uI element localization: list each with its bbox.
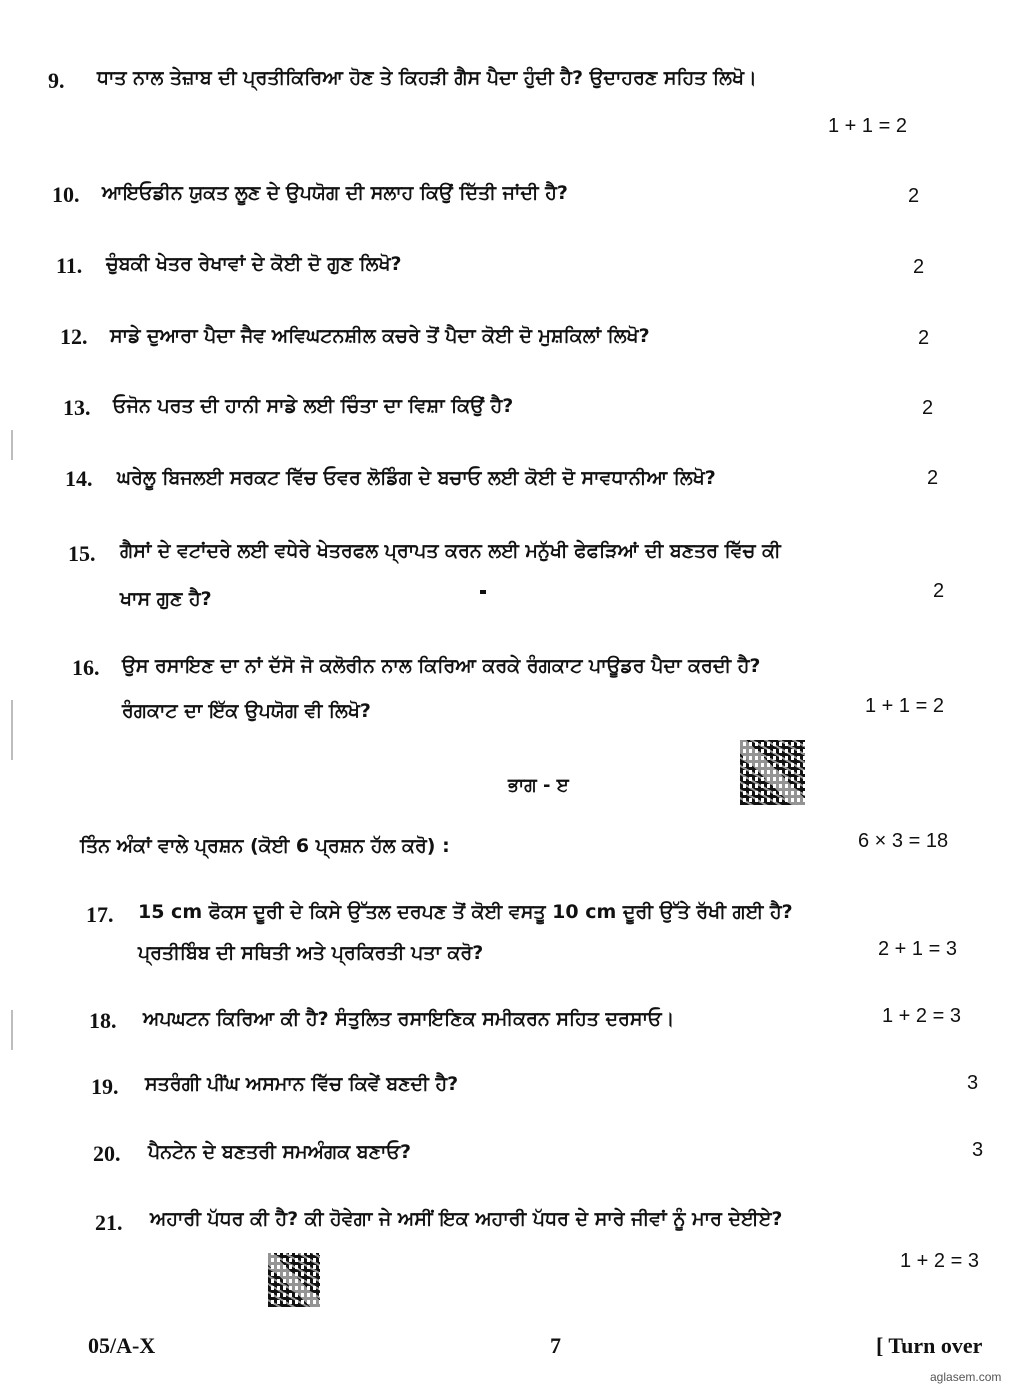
question-marks: 3 <box>972 1139 984 1161</box>
question-text: 15 cm ਫੋਕਸ ਦੂਰੀ ਦੇ ਕਿਸੇ ਉੱਤਲ ਦਰਪਣ ਤੋਂ ਕੋਈ ਵਸਤੂ 10 cm ਦੂਰੀ ਉੱਤੇ ਰੱਖੀ ਗਈ ਹੈ? <box>138 901 793 923</box>
question-number: 12. <box>60 324 88 349</box>
question-text-continued: ਰੰਗਕਾਟ ਦਾ ਇੱਕ ਉਪਯੋਗ ਵੀ ਲਿਖੋ? <box>122 700 371 722</box>
question-marks: 2 + 1 = 3 <box>878 938 957 960</box>
section-instruction: ਤਿੰਨ ਅੰਕਾਂ ਵਾਲੇ ਪ੍ਰਸ਼ਨ (ਕੋਈ 6 ਪ੍ਰਸ਼ਨ ਹੱਲ ਕਰੋ) : <box>80 835 450 857</box>
question-marks: 2 <box>922 397 934 419</box>
question-text: ਅਪਘਟਨ ਕਿਰਿਆ ਕੀ ਹੈ? ਸੰਤੁਲਿਤ ਰਸਾਇਣਿਕ ਸਮੀਕਰਨ ਸਹਿਤ ਦਰਸਾਓ। <box>143 1008 675 1030</box>
question-text: ਸਾਡੇ ਦੁਆਰਾ ਪੈਦਾ ਜੈਵ ਅਵਿਘਟਨਸ਼ੀਲ ਕਚਰੇ ਤੋਂ ਪੈਦਾ ਕੋਈ ਦੋ ਮੁਸ਼ਕਿਲਾਂ ਲਿਖੋ? <box>110 325 650 347</box>
question-number: 9. <box>48 68 65 93</box>
section-heading: ਭਾਗ - ੲ <box>508 775 569 796</box>
question-marks: 2 <box>927 467 939 489</box>
margin-mark <box>11 430 13 460</box>
question-number: 21. <box>95 1210 123 1235</box>
section-marks: 6 × 3 = 18 <box>858 830 949 852</box>
question-text: ਪੈਨਟੇਨ ਦੇ ਬਣਤਰੀ ਸਮਅੰਗਕ ਬਣਾਓ? <box>148 1141 412 1163</box>
margin-mark <box>11 1010 13 1050</box>
stray-dot <box>480 590 486 594</box>
question-number: 17. <box>86 902 114 927</box>
question-text: ਘਰੇਲੂ ਬਿਜਲਈ ਸਰਕਟ ਵਿੱਚ ਓਵਰ ਲੋਡਿੰਗ ਦੇ ਬਚਾਓ ਲਈ ਕੋਈ ਦੋ ਸਾਵਧਾਨੀਆ ਲਿਖੋ? <box>117 467 716 489</box>
qr-code <box>740 740 805 805</box>
question-marks: 1 + 1 = 2 <box>828 115 907 137</box>
question-marks: 2 <box>933 580 945 602</box>
question-number: 11. <box>56 253 83 278</box>
question-text: ਸਤਰੰਗੀ ਪੀਂਘ ਅਸਮਾਨ ਵਿੱਚ ਕਿਵੇਂ ਬਣਦੀ ਹੈ? <box>145 1073 459 1095</box>
question-text-continued: ਪ੍ਰਤੀਬਿੰਬ ਦੀ ਸਥਿਤੀ ਅਤੇ ਪ੍ਰਕਿਰਤੀ ਪਤਾ ਕਰੋ? <box>138 942 484 964</box>
question-number: 19. <box>91 1074 119 1099</box>
page-number: 7 <box>550 1333 561 1358</box>
question-text-continued: ਖਾਸ ਗੁਣ ਹੈ? <box>120 588 212 610</box>
question-marks: 2 <box>913 256 925 278</box>
question-number: 15. <box>68 541 96 566</box>
question-text: ਗੈਸਾਂ ਦੇ ਵਟਾਂਦਰੇ ਲਈ ਵਧੇਰੇ ਖੇਤਰਫਲ ਪ੍ਰਾਪਤ ਕਰਨ ਲਈ ਮਨੁੱਖੀ ਫੇਫੜਿਆਂ ਦੀ ਬਣਤਰ ਵਿੱਚ ਕੀ <box>120 540 781 562</box>
question-text: ਚੁੰਬਕੀ ਖੇਤਰ ਰੇਖਾਵਾਂ ਦੇ ਕੋਈ ਦੋ ਗੁਣ ਲਿਖੋ? <box>106 253 402 275</box>
question-text: ਧਾਤ ਨਾਲ ਤੇਜ਼ਾਬ ਦੀ ਪ੍ਰਤੀਕਿਰਿਆ ਹੋਣ ਤੇ ਕਿਹੜੀ ਗੈਸ ਪੈਦਾ ਹੁੰਦੀ ਹੈ? ਉਦਾਹਰਣ ਸਹਿਤ ਲਿਖੋ। <box>97 67 757 89</box>
question-marks: 3 <box>967 1072 979 1094</box>
question-text: ਅਹਾਰੀ ਪੱਧਰ ਕੀ ਹੈ? ਕੀ ਹੋਵੇਗਾ ਜੇ ਅਸੀਂ ਇਕ ਅਹਾਰੀ ਪੱਧਰ ਦੇ ਸਾਰੇ ਜੀਵਾਂ ਨੂੰ ਮਾਰ ਦੇਈਏ? <box>150 1208 783 1230</box>
question-number: 20. <box>93 1141 121 1166</box>
watermark: aglasem.com <box>930 1370 1002 1384</box>
question-marks: 1 + 2 = 3 <box>882 1005 961 1027</box>
question-text: ਓਜੋਨ ਪਰਤ ਦੀ ਹਾਨੀ ਸਾਡੇ ਲਈ ਚਿੰਤਾ ਦਾ ਵਿਸ਼ਾ ਕਿਉਂ ਹੈ? <box>113 395 514 417</box>
question-text: ਆਇਓਡੀਨ ਯੁਕਤ ਲੂਣ ਦੇ ਉਪਯੋਗ ਦੀ ਸਲਾਹ ਕਿਉਂ ਦਿੱਤੀ ਜਾਂਦੀ ਹੈ? <box>102 182 568 204</box>
margin-mark <box>11 700 13 760</box>
question-number: 14. <box>65 466 93 491</box>
question-marks: 1 + 1 = 2 <box>865 695 944 717</box>
question-text: ਉਸ ਰਸਾਇਣ ਦਾ ਨਾਂ ਦੱਸੋ ਜੋ ਕਲੋਰੀਨ ਨਾਲ ਕਿਰਿਆ ਕਰਕੇ ਰੰਗਕਾਟ ਪਾਊਡਰ ਪੈਦਾ ਕਰਦੀ ਹੈ? <box>122 655 761 677</box>
question-number: 10. <box>52 182 80 207</box>
question-number: 16. <box>72 655 100 680</box>
turn-over: [ Turn over <box>876 1333 983 1358</box>
question-marks: 1 + 2 = 3 <box>900 1250 979 1272</box>
question-marks: 2 <box>908 185 920 207</box>
qr-code <box>268 1253 320 1307</box>
paper-code: 05/A-X <box>88 1333 156 1358</box>
question-number: 13. <box>63 395 91 420</box>
question-number: 18. <box>89 1008 117 1033</box>
question-marks: 2 <box>918 327 930 349</box>
